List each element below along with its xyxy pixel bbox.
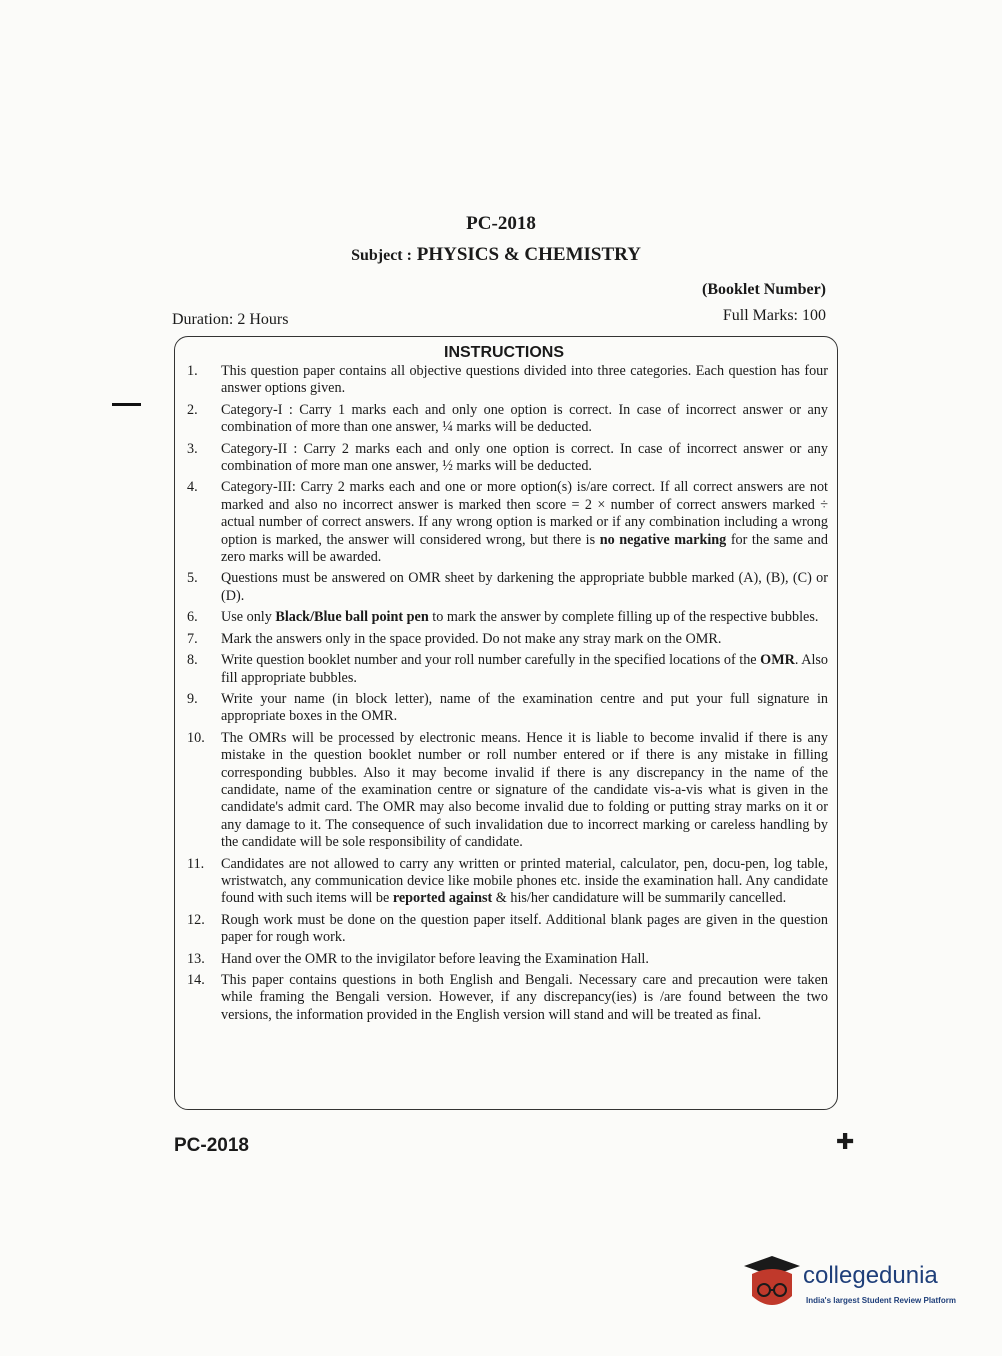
item-text	[221, 609, 828, 626]
item-number: 2.	[187, 401, 198, 418]
instruction-item	[183, 631, 828, 648]
item-number: 11.	[187, 855, 205, 872]
full-marks: Full Marks: 100	[722, 307, 826, 324]
duration: Duration: 2 Hours	[172, 311, 289, 328]
item-text: Rough work must be done on the question paper itself. Additional blank pages are given in the question paper for rough work.	[221, 911, 828, 946]
logo-name: collegedunia	[803, 1262, 938, 1289]
instruction-item	[183, 730, 828, 852]
item-text	[221, 479, 828, 566]
text-part: & his/her candidature will be summarily cancelled.	[492, 890, 787, 907]
instructions-title: INSTRUCTIONS	[444, 344, 564, 361]
paper-code: PC-2018	[466, 213, 536, 234]
subject-line	[0, 244, 992, 266]
plus-icon: ✚	[836, 1130, 855, 1155]
item-number: 12.	[187, 911, 205, 928]
logo-tagline: India's largest Student Review Platform	[806, 1296, 956, 1305]
item-text	[221, 652, 828, 687]
instruction-item	[183, 951, 828, 968]
item-number: 5.	[187, 570, 198, 587]
instruction-item	[183, 972, 828, 1024]
item-text: The OMRs will be processed by electronic means. Hence it is liable to become invalid if there is any mistake in the question booklet number or roll number entered or if there is any mistake in filling corresponding bubbles. Also it may become invalid if there is any discrepancy in the name of the candidate, name of the examination centre or signature of the candidate vis-a-vis what is given in the candidate's admit card. The OMR may also become invalid due to folding or putting stray marks on it or any damage to it. The consequence of such invalidation due to incorrect marking or careless handling by the candidate will be sole responsibility of candidate.	[221, 729, 828, 851]
margin-dash	[112, 403, 141, 406]
item-text: Mark the answers only in the space provided. Do not make any stray mark on the OMR.	[221, 630, 722, 647]
instruction-item	[183, 912, 828, 947]
instruction-item	[183, 570, 828, 605]
bold-text: no negative marking	[599, 531, 727, 548]
item-number: 14.	[187, 972, 205, 988]
item-text: This paper contains questions in both English and Bengali. Necessary care and precaution were taken while framing the Bengali version. However, if any discrepancy(ies) is /are found between the two versions, the information provided in the English version will stand and will be treated as final.	[221, 972, 828, 1023]
item-number: 4.	[187, 479, 198, 496]
item-number: 9.	[187, 690, 198, 707]
item-number: 10.	[187, 729, 205, 746]
item-text: Category-II : Carry 2 marks each and only one option is correct. In case of incorrect answer or any combination of more man one answer, ½ marks will be deducted.	[221, 440, 828, 475]
footer-code: PC-2018	[174, 1135, 249, 1156]
item-text: Write your name (in block letter), name of the examination centre and put your full signature in appropriate boxes in the OMR.	[221, 690, 828, 725]
instruction-item	[183, 856, 828, 908]
text-part: Category-III: Carry 2 marks each and one or more option(s) is/are correct. If all correct answers are not marked and also no incorrect answer is marked then score = 2 × number of correct answers marked ÷ actual number of correct answers. If any wrong option is marked or if any combination including a wrong option is marked, the answer will considered wrong, but there is	[221, 479, 828, 548]
item-text: Category-I : Carry 1 marks each and only one option is correct. In case of incorrect answer or any combination of more than one answer, ¼ marks will be deducted.	[221, 401, 828, 436]
instruction-item	[183, 441, 828, 476]
instruction-item	[183, 402, 828, 437]
text-part: Write question booklet number and your roll number carefully in the specified locations of the	[221, 652, 761, 669]
text-part: to mark the answer by complete filling up of the respective bubbles.	[428, 609, 819, 626]
item-text	[221, 856, 828, 908]
bold-text: Black/Blue ball point pen	[275, 609, 429, 626]
text-part: Use only	[221, 609, 276, 626]
item-number: 8.	[187, 652, 198, 669]
instruction-item	[183, 691, 828, 726]
item-number: 6.	[187, 609, 198, 626]
item-number: 7.	[187, 630, 198, 647]
item-text: Hand over the OMR to the invigilator before leaving the Examination Hall.	[221, 950, 649, 967]
item-number: 13.	[187, 950, 205, 967]
booklet-number: (Booklet Number)	[702, 281, 826, 298]
instruction-item	[183, 652, 828, 687]
item-text: This question paper contains all objective questions divided into three categories. Each question has four answer options given.	[221, 363, 828, 397]
instructions-list	[183, 363, 828, 1028]
item-text: Questions must be answered on OMR sheet by darkening the appropriate bubble marked (A), (B), (C) or (D).	[221, 570, 828, 604]
item-number: 3.	[187, 440, 198, 457]
bold-text: OMR	[760, 652, 795, 669]
subject-value: PHYSICS & CHEMISTRY	[416, 244, 641, 265]
instruction-item	[183, 609, 828, 626]
instruction-item	[183, 363, 828, 398]
instruction-item	[183, 479, 828, 566]
bold-text: reported against	[392, 890, 493, 907]
text-part: . Also fill appropriate bubbles.	[221, 652, 828, 686]
item-number: 1.	[187, 363, 198, 379]
text-part: Candidates are not allowed to carry any written or printed material, calculator, pen, docu-pen, log table, wristwatch, any communication device like mobile phones etc. inside the examination hall. Any candidate found with such items will be	[221, 855, 828, 907]
subject-label: Subject :	[351, 247, 412, 264]
text-part: for the same and zero marks will be awarded.	[221, 531, 828, 566]
